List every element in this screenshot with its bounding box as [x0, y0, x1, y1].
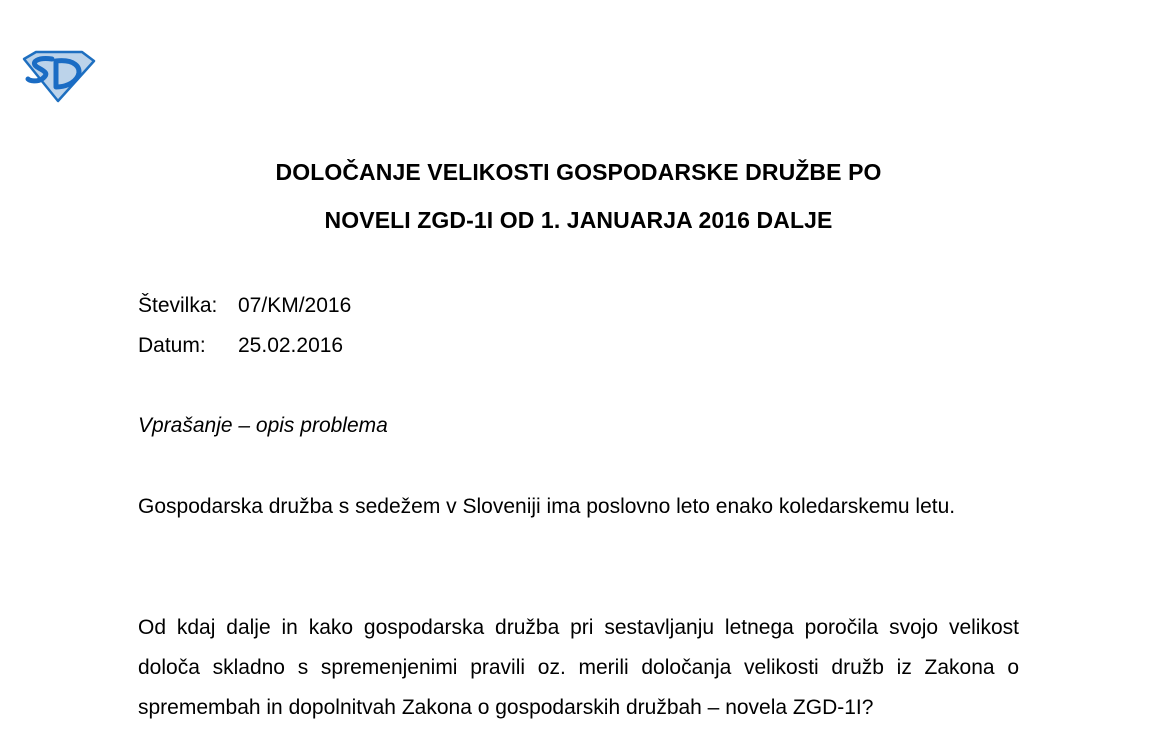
document-date-row — [138, 333, 343, 359]
body-paragraph-2: Od kdaj dalje in kako gospodarska družba pri sestavljanju letnega poročila svojo velikost določa skladno s spremenjenimi pravili oz. merili določanja velikosti družb iz Zakona o spremembah in dopolnitvah Zakona o gospodarskih družbah – novela ZGD-1I? — [138, 616, 1019, 719]
document-date-label: Datum: — [138, 334, 206, 357]
section-heading: Vprašanje – opis problema — [138, 414, 388, 437]
document-title-line-1: DOLOČANJE VELIKOSTI GOSPODARSKE DRUŽBE PO — [275, 159, 882, 185]
document-date-value: 25.02.2016 — [238, 334, 344, 357]
body-paragraph-1: Gospodarska družba s sedežem v Sloveniji ima poslovno leto enako koledarskemu letu. — [138, 495, 956, 518]
company-logo — [22, 49, 96, 103]
document-number-row — [138, 293, 351, 319]
document-number-value: 07/KM/2016 — [238, 294, 352, 317]
document-number-label: Številka: — [138, 294, 218, 317]
document-title-line-2: NOVELI ZGD-1I OD 1. JANUARJA 2016 DALJE — [324, 207, 833, 233]
